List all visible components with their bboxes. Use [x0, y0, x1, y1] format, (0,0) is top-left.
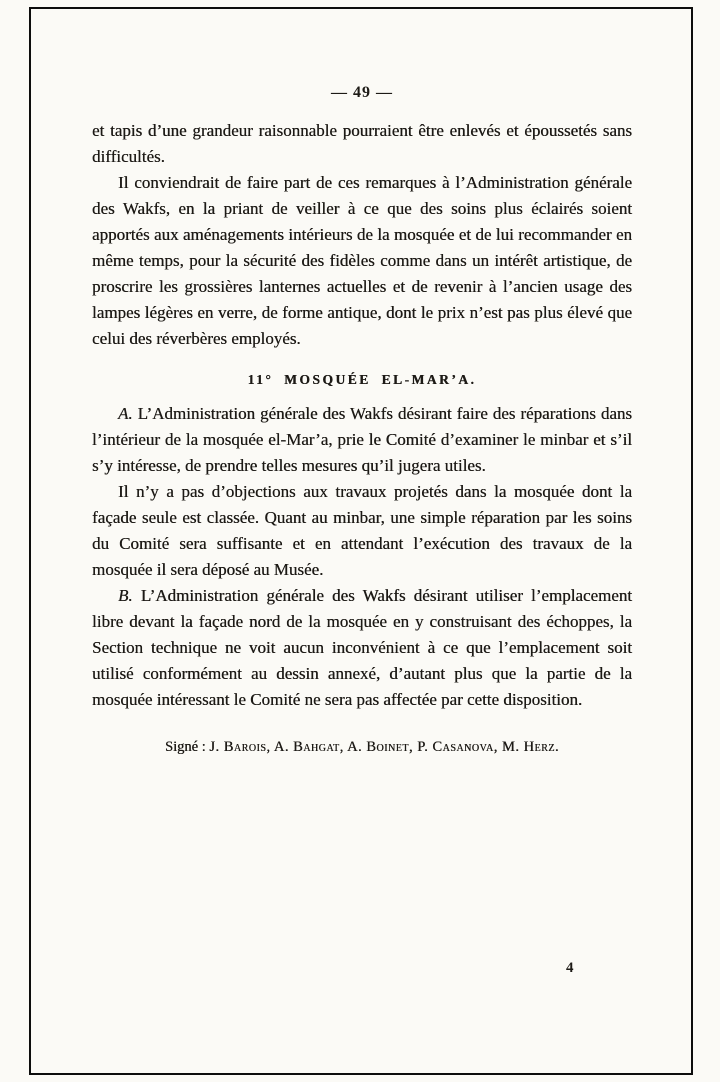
section-heading: 11° MOSQUÉE EL-MAR’A. — [247, 372, 477, 387]
paragraph-continuation: et tapis d’une grandeur raisonnable pourraient être enlevés et époussetés sans difficultés. — [92, 121, 632, 166]
paragraph-b-text: L’Administration générale des Wakfs désirant utiliser l’emplacement libre devant la façade nord de la mosquée en y construisant des échoppes, la Section technique ne voit aucun inconvénient à ce que l’emplacement soit utilisé conformément au dessin annexé, d’autant plus que la partie de la mosquée intéressant le Comité ne sera pas affectée par cette disposition. — [92, 586, 632, 709]
page-number: — 49 — — [331, 84, 393, 101]
signature-names: J. Barois, A. Bahgat, A. Boinet, P. Casanova, M. Herz. — [209, 739, 560, 755]
sheet-number: 4 — [566, 960, 574, 976]
paragraph-b — [92, 583, 632, 713]
paragraph-remarks: Il conviendrait de faire part de ces remarques à l’Administration générale des Wakfs, en la priant de veiller à ce que des soins plus éclairés soient apportés aux aménagements intérieurs de la mosquée et de lui recommander en même temps, pour la sécurité des fidèles comme dans un intérêt artistique, de proscrire les grossières lanternes actuelles et de revenir à l’ancien usage des lampes légères en verre, de forme antique, dont le prix n’est pas plus élevé que celui des réverbères employés. — [92, 173, 632, 348]
page-content — [92, 84, 632, 756]
paragraph-b-label: B. — [118, 586, 133, 605]
paragraph-a-label: A. — [118, 404, 133, 423]
signature-line — [92, 739, 632, 756]
paragraph-a-response: Il n’y a pas d’objections aux travaux projetés dans la mosquée dont la façade seule est classée. Quant au minbar, une simple réparation par les soins du Comité sera suffisante et en attendant l’exécution des travaux de la mosquée il sera déposé au Musée. — [92, 482, 632, 579]
paragraph-a — [92, 401, 632, 479]
signature-prefix: Signé : — [164, 739, 206, 755]
paragraph-a-text: L’Administration générale des Wakfs désirant faire des réparations dans l’intérieur de la mosquée el-Mar’a, prie le Comité d’examiner le minbar et s’il s’y intéresse, de prendre telles mesures qu’il jugera utiles. — [92, 404, 632, 475]
